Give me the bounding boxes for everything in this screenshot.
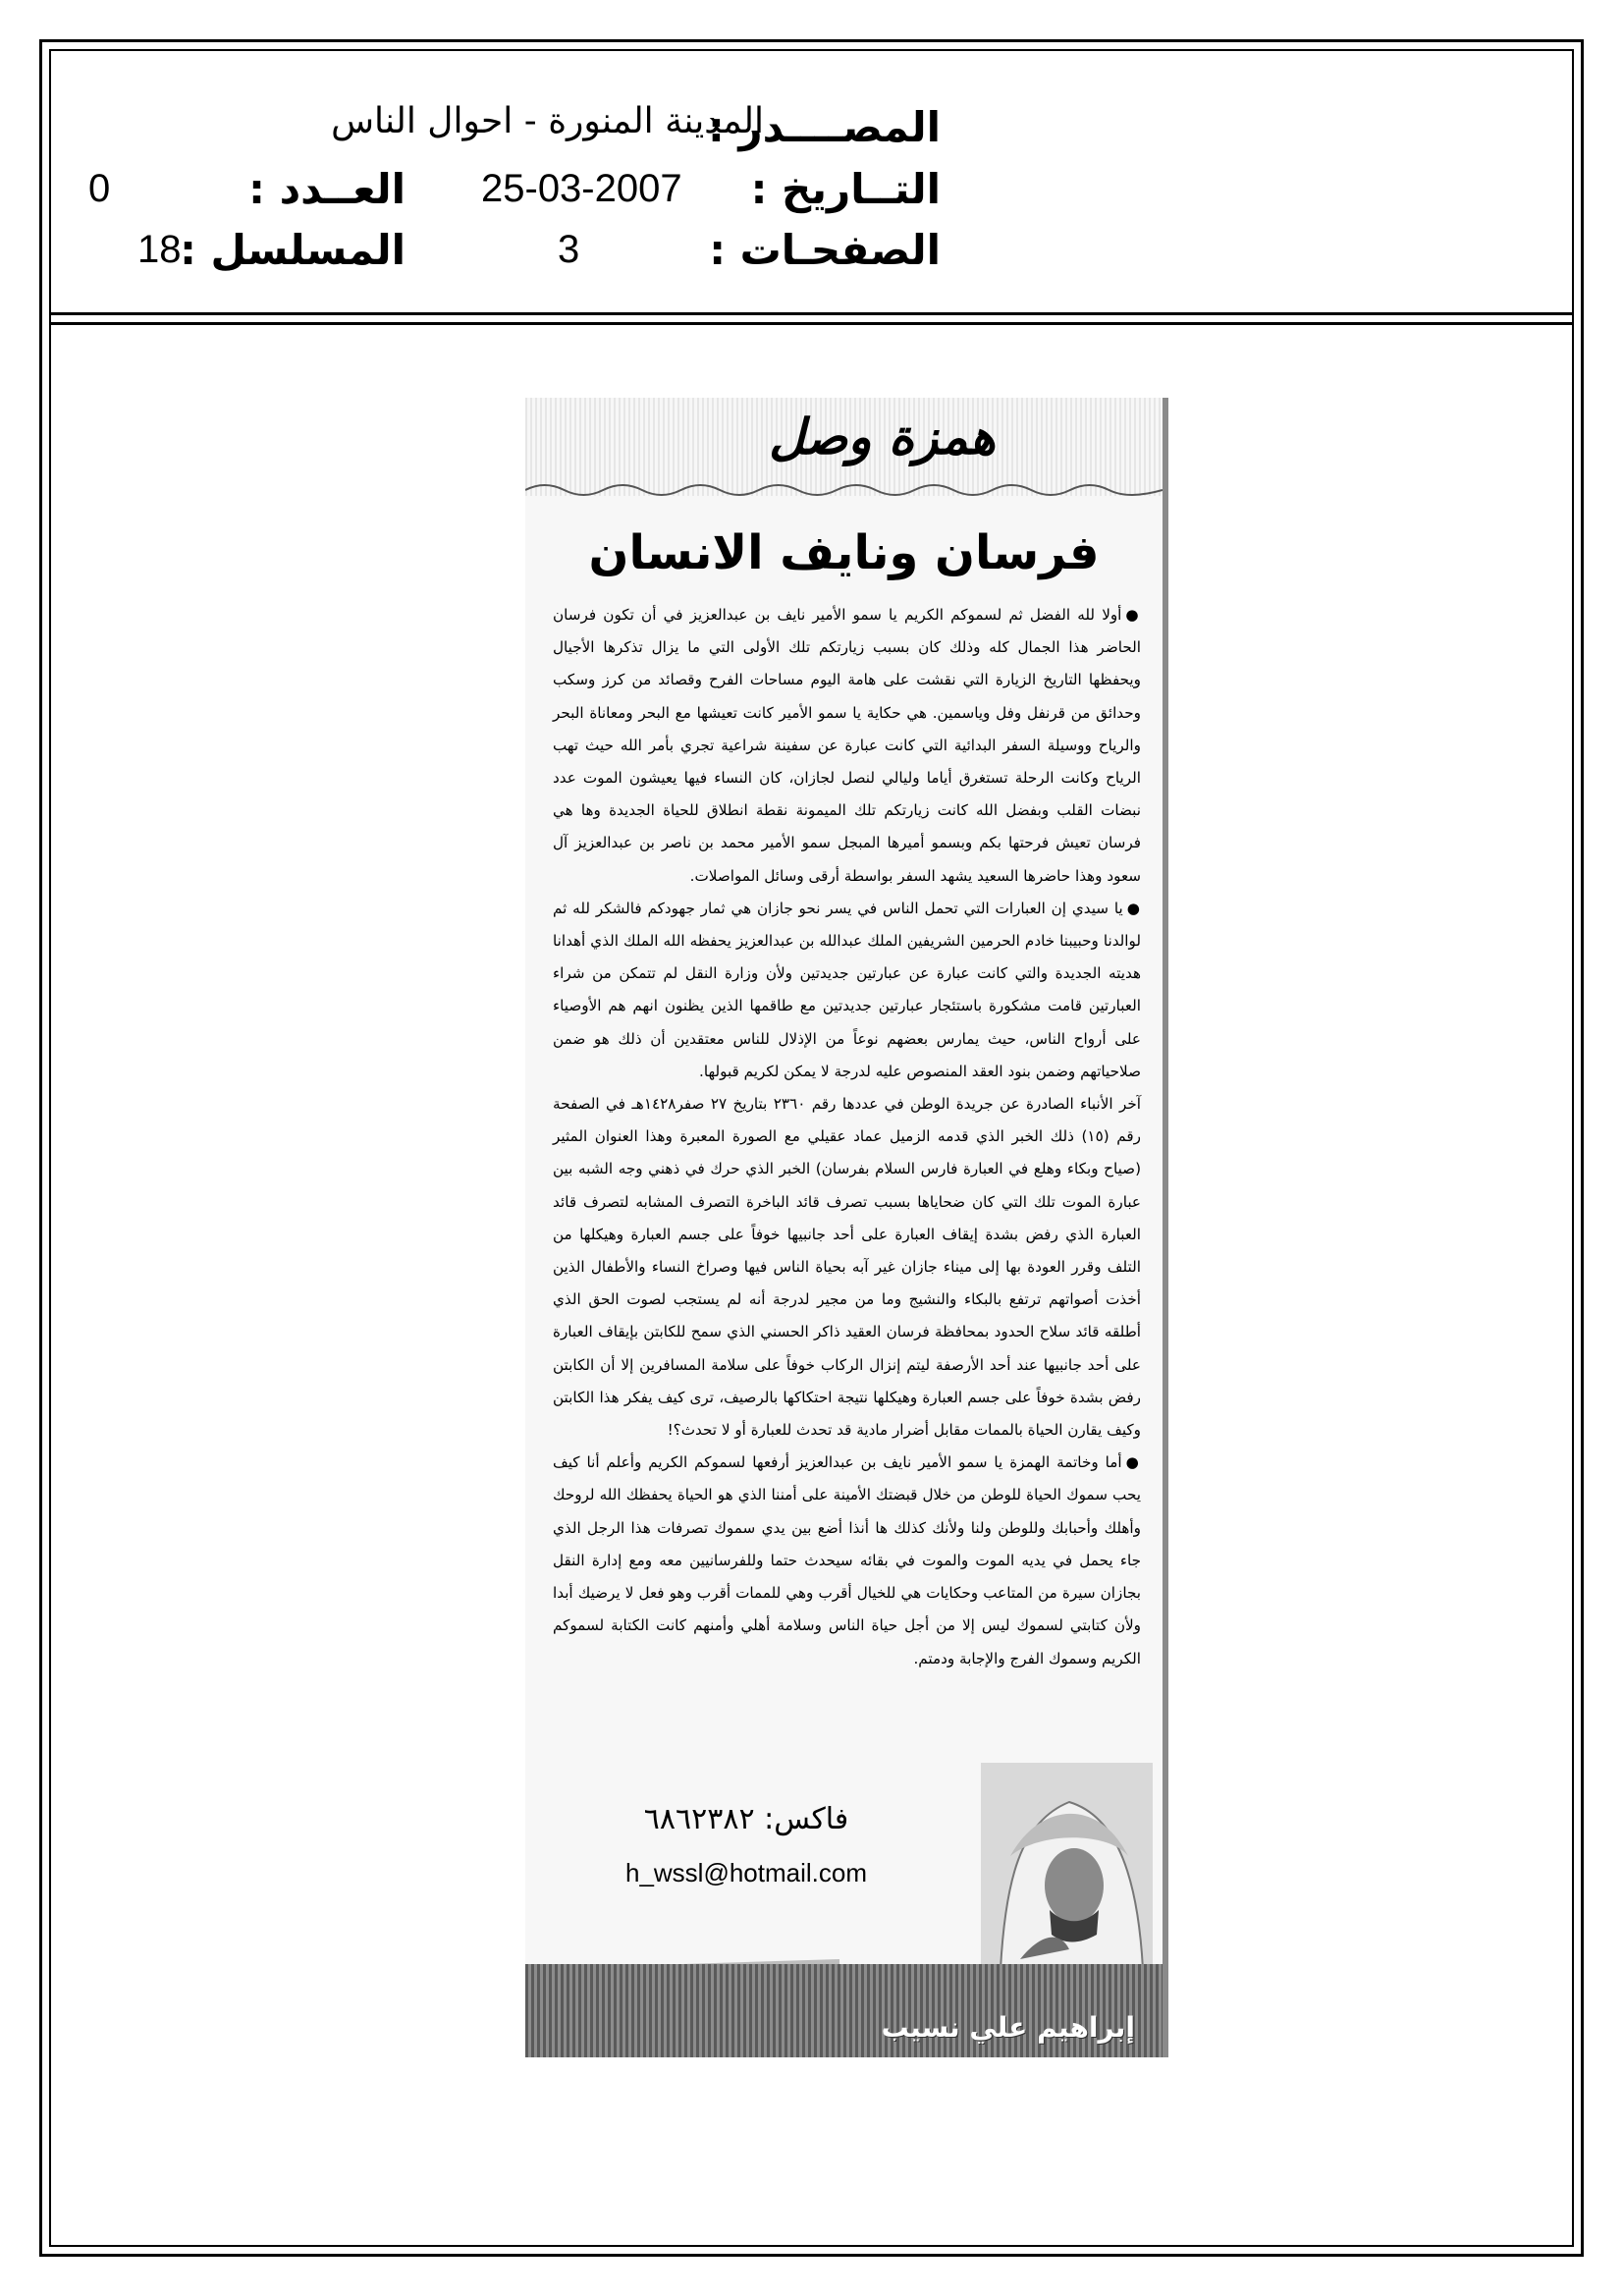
header-divider-bottom [49, 322, 1574, 325]
bullet-icon: ● [1126, 899, 1141, 917]
article-body [553, 599, 1141, 1675]
article-paragraph: ●يا سيدي إن العبارات التي تحمل الناس في يسر نحو جازان هي ثمار جهودكم فالشكر لله ثم لوالدنا وحبيبنا خادم الحرمين الشريفين الملك عبدالله بن عبدالعزيز يحفظه الله الملك الذي أهدانا هديته الجديدة والتي كانت عبارة عن عبارتين جديدتين ولأن وزارة النقل لم تتمكن من شراء العبارتين قامت مشكورة باستئجار عبارتين جديدتين مع طاقمها الذين يظنون انهم هم الأوصياء على أرواح الناس، حيث يمارس بعضهم نوعاً من الإذلال للناس معتقدين أن ذلك هو ضمن صلاحياتهم وضمن بنود العقد المنصوص عليه لدرجة لا يمكن لكريم قبولها. [553, 899, 1141, 1080]
article-paragraph: ●أما وخاتمة الهمزة يا سمو الأمير نايف بن عبدالعزيز أرفعها لسموكم الكريم وأعلم أنا كيف يحب سموك الحياة للوطن من خلال قبضتك الأمينة على أمننا الذي هو الحياة يحفظك الله لروحك وأهلك وأحبابك وللوطن ولنا ولأنك كذلك ها أنذا أضع بين يدي سموك تصرفات هذا الرجل الذي جاء يحمل في يديه الموت والموت في بقائه سيحدث حتما وللفرسانيين معه ومع إدارة النقل بجازان سيرة من المتاعب وحكايات هي للخيال أقرب وهي للممات أقرب وهو فعل لا يرضيك أبدا ولأن كتابتي لسموك ليس إلا من أجل حياة الناس وسلامة أهلي وأمنهم كانت الكتابة لسموكم الكريم وسموك الفرج والإجابة ودمتم. [553, 1453, 1141, 1667]
author-name-bar [525, 1964, 1163, 2057]
header-divider-top [49, 312, 1574, 315]
date-value: 25-03-2007 [481, 167, 682, 210]
date-label: التــاريخ : [750, 165, 941, 213]
bullet-icon: ● [1125, 1453, 1141, 1472]
bullet-icon: ● [1125, 606, 1141, 624]
contact-block [584, 1802, 908, 1888]
article-paragraph: ●أولا لله الفضل ثم لسموكم الكريم يا سمو الأمير نايف بن عبدالعزيز في أن تكون فرسان الحاضر هذا الجمال كله وذلك كان بسبب زيارتكم تلك الأولى التي ما يزال تذكرها الأجيال ويحفظها التاريخ الزيارة التي نقشت على هامة اليوم مساحات الفرح وقصائد من كرز وسكب وحدائق من قرنفل وفل وياسمين. هي حكاية يا سمو الأمير كانت تعيشها مع البحر ومعاناة البحر والرياح ووسيلة السفر البدائية التي كانت عبارة عن سفينة شراعية تجري بأمر الله حيث تهب الرياح وكانت الرحلة تستغرق أياما وليالي لنصل لجازان، كان النساء فيها يعيشون الموت عدد نبضات القلب وبفضل الله كانت زيارتكم تلك الميمونة نقطة انطلاق للحياة الجديدة وها هي فرسان تعيش فرحتها بكم وبسمو أميرها المبجل سمو الأمير محمد بن ناصر بن عبدالعزيز آل سعود وهذا حاضرها السعيد يشهد السفر بواسطة أرقى وسائل المواصلات. [553, 606, 1141, 885]
column-name: همزة وصل [769, 408, 996, 465]
article-paragraph: آخر الأنباء الصادرة عن جريدة الوطن في عددها رقم ٢٣٦٠ بتاريخ ٢٧ صفر١٤٢٨هـ في الصفحة رقم (١٥) ذلك الخبر الذي قدمه الزميل عماد عقيلي مع الصورة المعبرة وهذا العنوان المثير (صياح وبكاء وهلع في العبارة فارس السلام بفرسان) الخبر الذي حرك في ذهني وجه الشبه بين عبارة الموت تلك التي كان ضحاياها بسبب تصرف قائد الباخرة التصرف المشابه لتصرف قائد العبارة الذي رفض بشدة إيقاف العبارة على أحد جانبيها خوفاً على جسم العبارة وهيكلها من التلف وقرر العودة بها إلى ميناء جازان غير آبه بحياة الناس فيها وصراخ النساء والأطفال الذين أخذت أصواتهم ترتفع بالبكاء والنشيج وما من مجير لدرجة أنه لم يستجب لصوت الحق الذي أطلقه قائد سلاح الحدود بمحافظة فرسان العقيد ذاكر الحسني الذي سمح للكابتن بإيقاف العبارة على أحد جانبيها عند أحد الأرصفة ليتم إنزال الركاب خوفاً على سلامة المسافرين إلا أن الكابتن رفض بشدة خوفاً على جسم العبارة وهيكلها نتيجة احتكاكها بالرصيف، ترى كيف يفكر هذا الكابتن وكيف يقارن الحياة بالممات مقابل أضرار مادية قد تحدث للعبارة أو لا تحدث؟! [553, 1095, 1141, 1440]
issue-value: 0 [88, 167, 111, 210]
pages-value: 3 [558, 228, 580, 271]
source-value: المدينة المنورة - احوال الناس [331, 101, 764, 141]
newspaper-clipping [525, 398, 1168, 2057]
issue-label: العــدد : [248, 165, 406, 213]
serial-label: المسلسل : [180, 226, 406, 274]
article-title: فرسان ونايف الانسان [588, 525, 1100, 580]
source-label: المصــــدر : [708, 103, 941, 151]
author-name: إبراهيم علي نسيب [881, 2011, 1135, 2044]
fax-number: فاكس: ٦٨٦٢٣٨٢ [643, 1802, 849, 1836]
email-address: h_wssl@hotmail.com [624, 1858, 868, 1887]
serial-value: 18 [137, 228, 182, 271]
author-photo [981, 1763, 1153, 1969]
torn-edge-divider [525, 478, 1163, 500]
pages-label: الصفحـات : [709, 226, 941, 274]
